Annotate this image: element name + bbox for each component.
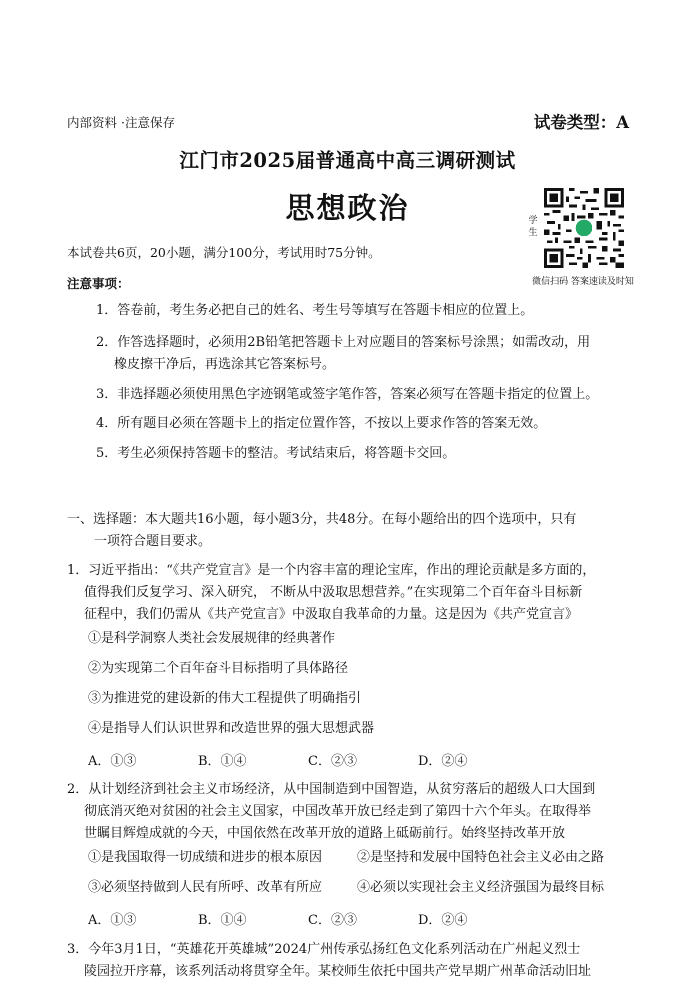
subject-title: 思想政治 — [285, 191, 410, 225]
paper-type: 试卷类型：A — [533, 113, 629, 132]
question-line: 征程中，我们仍需从《共产党宣言》中汲取自我革命的力量。这是因为《共产党宣言》 — [84, 607, 579, 622]
statement: ①是科学洞察人类社会发展规律的经典著作 — [88, 631, 336, 646]
choice-b[interactable]: B．①④ — [198, 913, 247, 928]
question-line: 3．今年3月1日，“英雄花开英雄城”2024广州传承弘扬红色文化系列活动在广州起义烈士 — [67, 942, 581, 957]
question-line: 2．从计划经济到社会主义市场经济，从中国制造到中国智造，从贫穷落后的超级人口大国到 — [67, 782, 596, 797]
statement: ④是指导人们认识世界和改造世界的强大思想武器 — [88, 721, 375, 736]
choice-d[interactable]: D．②④ — [418, 913, 468, 928]
exam-title: 江门市2025届普通高中高三调研测试 — [179, 149, 516, 172]
question-3-stem — [67, 939, 639, 983]
header-left-label: 内部资料 ·注意保存 — [67, 115, 175, 130]
notice-item: 5．考生必须保持答题卡的整洁。考试结束后，将答题卡交回。 — [96, 446, 456, 461]
question-2-choices — [88, 909, 528, 928]
section-heading-line: 一项符合题目要求。 — [94, 534, 212, 549]
statement: ④必须以实现社会主义经济强国为最终目标 — [357, 880, 605, 895]
choice-a[interactable]: A．①③ — [88, 913, 137, 928]
qr-side-label: 学生 — [528, 216, 538, 238]
choice-a[interactable]: A．①③ — [88, 754, 137, 769]
question-line: 值得我们反复学习、深入研究， 不断从中汲取思想营养。”在实现第二个百年奋斗目标新 — [84, 585, 583, 600]
choice-c[interactable]: C．②③ — [308, 754, 357, 769]
statement: ①是我国取得一切成绩和进步的根本原因 — [88, 850, 323, 865]
notice-item: 1．答卷前，考生务必把自己的姓名、考生号等填写在答题卡相应的位置上。 — [96, 303, 534, 318]
qr-caption: 微信扫码 答案速读及时知 — [532, 277, 634, 287]
notice-title: 注意事项： — [67, 276, 130, 291]
qr-code-icon[interactable] — [544, 188, 624, 268]
choice-d[interactable]: D．②④ — [418, 754, 468, 769]
notice-item: 2．作答选择题时，必须用2B铅笔把答题卡上对应题目的答案标号涂黑；如需改动，用 — [96, 335, 591, 350]
section-heading-line: 一、选择题：本大题共16小题，每小题3分，共48分。在每小题给出的四个选项中，只有 — [67, 512, 577, 527]
choice-c[interactable]: C．②③ — [308, 913, 357, 928]
question-line: 1．习近平指出：“《共产党宣言》是一个内容丰富的理论宝库，作出的理论贡献是多方面的， — [67, 563, 596, 578]
notice-item: 4．所有题目必须在答题卡上的指定位置作答，不按以上要求作答的答案无效。 — [96, 416, 547, 431]
section-heading — [67, 509, 637, 553]
statement: ③为推进党的建设新的伟大工程提供了明确指引 — [88, 691, 362, 706]
statement: ②为实现第二个百年奋斗目标指明了具体路径 — [88, 661, 349, 676]
statement: ③必须坚持做到人民有所呼、改革有所应 — [88, 880, 323, 895]
question-line: 世瞩目辉煌成就的今天，中国依然在改革开放的道路上砥砺前行。始终坚持改革开放 — [84, 826, 566, 841]
question-2-stem — [67, 779, 639, 845]
question-1-choices — [88, 750, 528, 769]
notice-item: 3．非选择题必须使用黑色字迹钢笔或签字笔作答，答案必须写在答题卡指定的位置上。 — [96, 387, 599, 402]
question-1-stem — [67, 560, 639, 626]
exam-info: 本试卷共6页，20小题，满分100分，考试用时75分钟。 — [67, 245, 381, 260]
question-line: 陵园拉开序幕，该系列活动将贯穿全年。某校师生依托中国共产党早期广州革命活动旧址 — [84, 964, 592, 979]
notice-item-continued: 橡皮擦干净后，再选涂其它答案标号。 — [114, 357, 336, 372]
choice-b[interactable]: B．①④ — [198, 754, 247, 769]
question-line: 彻底消灭绝对贫困的社会主义国家，中国改革开放已经走到了第四十六个年头。在取得举 — [84, 804, 592, 819]
statement: ②是坚持和发展中国特色社会主义必由之路 — [357, 850, 605, 865]
